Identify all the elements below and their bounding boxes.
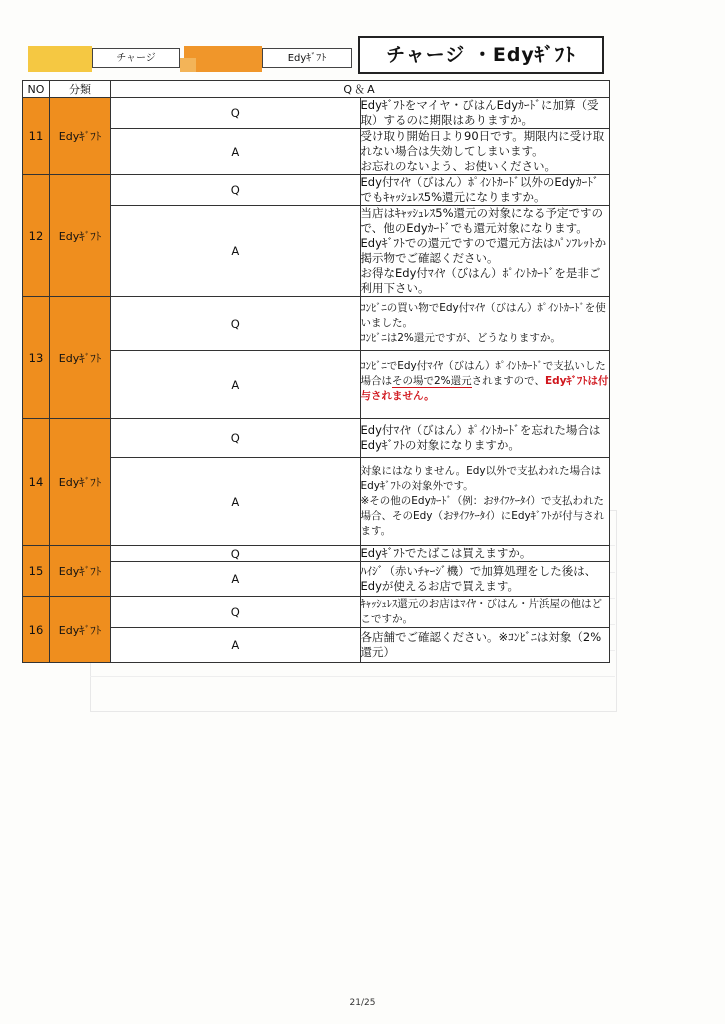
table-row-answer: [23, 458, 610, 546]
page-number: 21/25: [349, 998, 376, 1008]
question-text: Edy付ﾏｲﾔ（びはん）ﾎﾟｲﾝﾄｶｰﾄﾞ以外のEdyｶｰﾄﾞでもｷｬｯｼｭﾚｽ5%還元になりますか。: [360, 175, 610, 206]
question-mark: Q: [111, 175, 361, 206]
answer-warning-part: Edyｷﾞﾌﾄは付与されません。: [360, 375, 609, 402]
answer-line: Edyｷﾞﾌﾄでの還元ですので還元方法はﾊﾟﾝﾌﾚｯﾄか掲示物でご確認ください。: [360, 236, 607, 265]
answer-text: [360, 351, 610, 419]
answer-mark: A: [111, 129, 361, 175]
table-row: [23, 175, 610, 206]
answer-text: 各店舗でご確認ください。※ｺﾝﾋﾞﾆは対象（2%還元）: [360, 628, 610, 663]
answer-underlined-part: その場で2%還元: [392, 375, 472, 387]
answer-mark: A: [111, 206, 361, 297]
row-number: 11: [23, 98, 50, 175]
answer-line: 受け取り開始日より90日です。期限内に受け取れない場合は失効してしまいます。: [360, 129, 605, 158]
column-header-qa: Q＆A: [111, 81, 610, 98]
row-category: Edyｷﾞﾌﾄ: [50, 297, 111, 419]
question-text: Edy付ﾏｲﾔ（びはん）ﾎﾟｲﾝﾄｶｰﾄﾞを忘れた場合はEdyｷﾞﾌﾄの対象になりますか。: [360, 419, 610, 458]
answer-text: [360, 206, 610, 297]
question-mark: Q: [111, 419, 361, 458]
answer-text: ﾊｲｼﾞ（赤いﾁｬｰｼﾞ機）で加算処理をした後は、Edyが使えるお店で買えます。: [360, 562, 610, 597]
row-number: 13: [23, 297, 50, 419]
answer-part: ｺﾝﾋﾞﾆでEdy付ﾏｲﾔ（びはん）ﾎﾟｲﾝﾄｶｰﾄﾞで支払いした場合は: [360, 360, 606, 387]
question-mark: Q: [111, 297, 361, 351]
answer-mark: A: [111, 628, 361, 663]
question-line: ｺﾝﾋﾞﾆの買い物でEdy付ﾏｲﾔ（びはん）ﾎﾟｲﾝﾄｶｰﾄﾞを使いました。: [360, 302, 606, 329]
answer-line: お得なEdy付ﾏｲﾔ（びはん）ﾎﾟｲﾝﾄｶｰﾄﾞを是非ご利用下さい。: [360, 266, 601, 295]
answer-mark: A: [111, 351, 361, 419]
column-header-category: 分類: [50, 81, 111, 98]
header-charge-label: チャージ: [92, 48, 180, 68]
row-number: 16: [23, 597, 50, 663]
answer-line: 当店はｷｬｯｼｭﾚｽ5%還元の対象になる予定ですので、他のEdyｶｰﾄﾞでも還元対象になります。: [360, 206, 603, 235]
row-number: 14: [23, 419, 50, 546]
answer-part: されますので、: [471, 375, 545, 387]
row-category: Edyｷﾞﾌﾄ: [50, 419, 111, 546]
table-row-answer: [23, 562, 610, 597]
answer-mark: A: [111, 562, 361, 597]
table-row: [23, 546, 610, 562]
table-row-answer: [23, 206, 610, 297]
question-text: Edyｷﾞﾌﾄでたばこは買えますか。: [360, 546, 610, 562]
answer-line: 対象にはなりません。Edy以外で支払われた場合はEdyｷﾞﾌﾄの対象外です。: [360, 465, 602, 492]
question-line: ｺﾝﾋﾞﾆは2%還元ですが、どうなりますか。: [360, 332, 561, 344]
question-mark: Q: [111, 98, 361, 129]
row-category: Edyｷﾞﾌﾄ: [50, 597, 111, 663]
table-row: [23, 98, 610, 129]
table-row: [23, 597, 610, 628]
row-number: 15: [23, 546, 50, 597]
table-row: [23, 297, 610, 351]
question-text: Edyｷﾞﾌﾄをマイヤ・びはんEdyｶｰﾄﾞに加算（受取）するのに期限はありますか。: [360, 98, 610, 129]
question-text: [360, 297, 610, 351]
question-mark: Q: [111, 597, 361, 628]
row-category: Edyｷﾞﾌﾄ: [50, 98, 111, 175]
question-text: ｷｬｯｼｭﾚｽ還元のお店はﾏｲﾔ・びはん・片浜屋の他はどこですか。: [360, 597, 610, 628]
table-row: [23, 419, 610, 458]
row-category: Edyｷﾞﾌﾄ: [50, 546, 111, 597]
answer-line: お忘れのないよう、お使いください。: [360, 159, 556, 173]
header-band-yellow: [28, 46, 92, 72]
page-title: チャージ ・Edyｷﾞﾌﾄ: [358, 36, 604, 74]
table-row-answer: [23, 628, 610, 663]
header-edy-label: Edyｷﾞﾌﾄ: [262, 48, 352, 68]
row-category: Edyｷﾞﾌﾄ: [50, 175, 111, 297]
header-band-orange-accent: [180, 58, 196, 72]
column-header-no: NO: [23, 81, 50, 98]
answer-text: [360, 129, 610, 175]
row-number: 12: [23, 175, 50, 297]
table-row-answer: [23, 129, 610, 175]
table-header-row: [23, 81, 610, 98]
answer-mark: A: [111, 458, 361, 546]
qa-table: [22, 80, 610, 663]
answer-line: ※その他のEdyｶｰﾄﾞ（例：おｻｲﾌｹｰﾀｲ）で支払われた場合、そのEdy（おｻｲﾌｹｰﾀｲ）にEdyｷﾞﾌﾄが付与されます。: [360, 495, 605, 537]
show-through-line: [90, 676, 615, 677]
question-mark: Q: [111, 546, 361, 562]
table-row-answer: [23, 351, 610, 419]
answer-text: [360, 458, 610, 546]
